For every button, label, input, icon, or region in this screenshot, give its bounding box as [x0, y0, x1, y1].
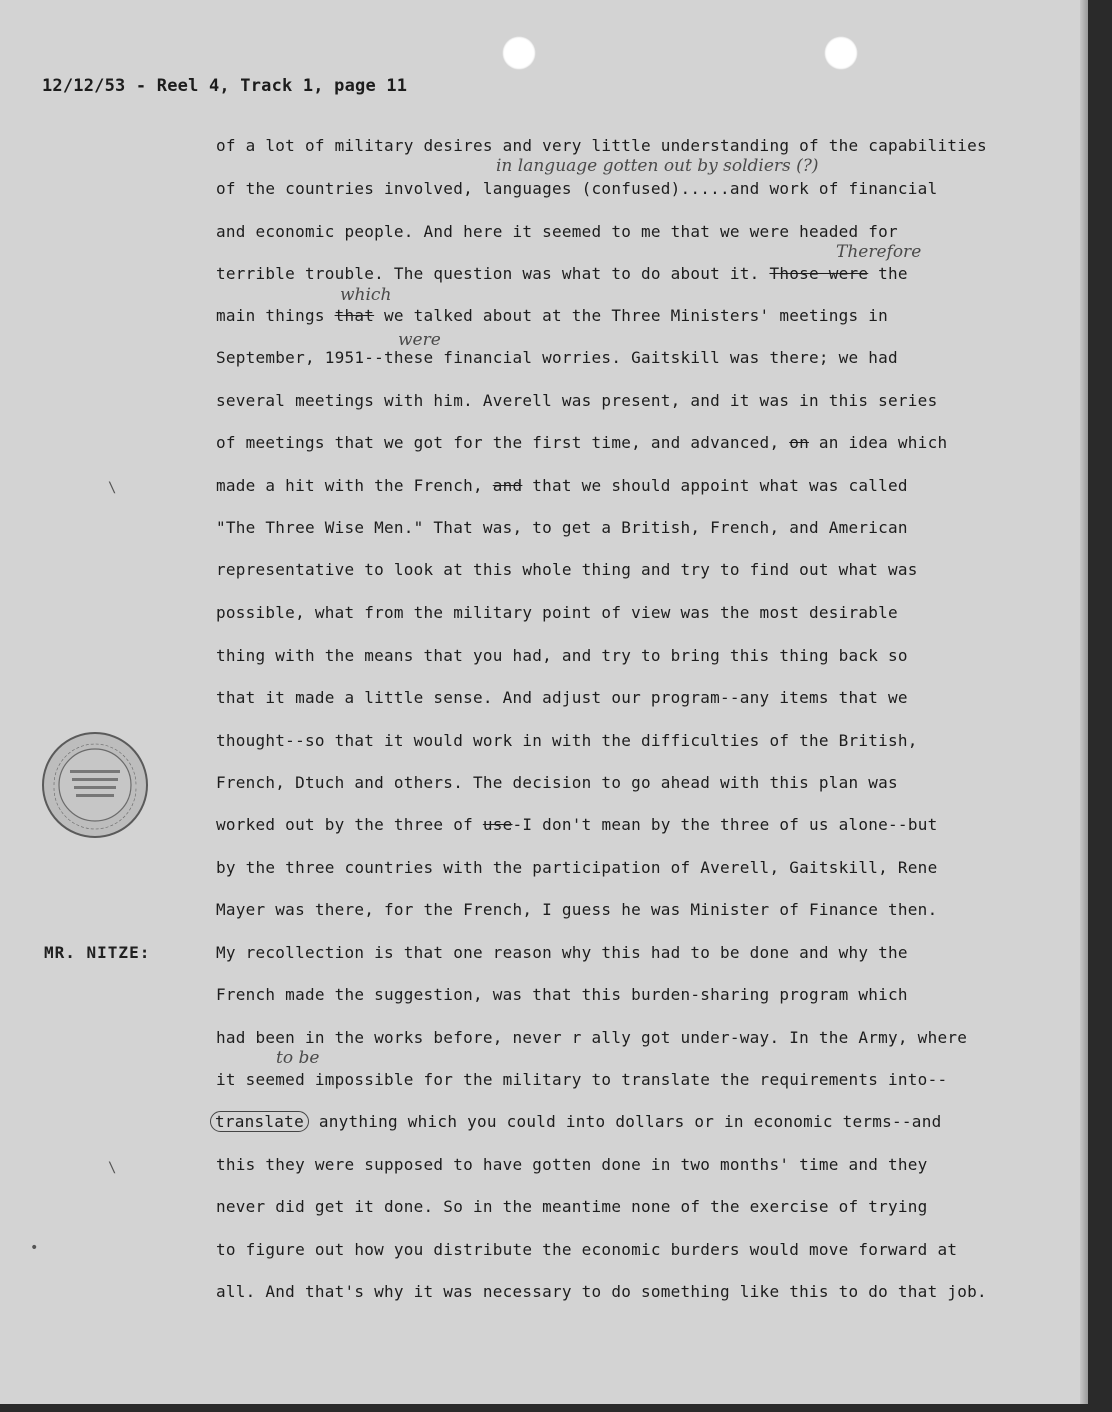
pencil-mark: \: [108, 480, 117, 496]
body-line: several meetings with him. Averell was present, and it was in this series: [216, 391, 938, 410]
body-line: thing with the means that you had, and try to bring this thing back so: [216, 646, 908, 665]
body-line: of the countries involved, languages (confused).....and work of financial: [216, 179, 938, 198]
body-line: My recollection is that one reason why this had to be done and why the: [216, 943, 908, 962]
body-line: had been in the works before, never r ally got under-way. In the Army, where: [216, 1028, 968, 1047]
page-header: 12/12/53 - Reel 4, Track 1, page 11: [42, 76, 408, 96]
struck-text: Those were: [769, 264, 869, 283]
punch-hole-left: [502, 36, 536, 70]
pencil-mark: •: [30, 1240, 39, 1256]
handwritten-note-were: were: [398, 330, 441, 350]
handwritten-note-therefore: Therefore: [836, 242, 922, 262]
handwritten-note-language: in language gotten out by soldiers (?): [496, 156, 819, 176]
body-line: September, 1951--these financial worries. Gaitskill was there; we had: [216, 348, 898, 367]
body-line: of meetings that we got for the first time, and advanced, on an idea which: [216, 433, 948, 452]
body-line: thought--so that it would work in with the difficulties of the British,: [216, 731, 918, 750]
body-line: that it made a little sense. And adjust our program--any items that we: [216, 688, 908, 707]
struck-text: use: [482, 815, 513, 834]
struck-text: and: [492, 476, 523, 495]
handwritten-note-to-be: to be: [276, 1048, 320, 1068]
body-line: French made the suggestion, was that this burden-sharing program which: [216, 985, 908, 1004]
body-line: never did get it done. So in the meantime none of the exercise of trying: [216, 1197, 928, 1216]
body-line: translate anything which you could into dollars or in economic terms--and: [216, 1112, 941, 1131]
body-line: representative to look at this whole thing and try to find out what was: [216, 560, 918, 579]
body-line: main things that we talked about at the Three Ministers' meetings in: [216, 306, 889, 325]
body-line: Mayer was there, for the French, I guess he was Minister of Finance then.: [216, 900, 938, 919]
body-line: and economic people. And here it seemed to me that we were headed for: [216, 222, 898, 241]
handwritten-note-which: which: [340, 285, 392, 305]
body-line: it seemed impossible for the military to translate the requirements into--: [216, 1070, 948, 1089]
speaker-label: MR. NITZE:: [44, 943, 151, 962]
pencil-mark: \: [108, 1160, 117, 1176]
struck-text: that: [334, 306, 375, 325]
body-line: possible, what from the military point of view was the most desirable: [216, 603, 898, 622]
body-line: French, Dtuch and others. The decision to go ahead with this plan was: [216, 773, 898, 792]
archive-stamp: [40, 730, 150, 840]
body-line: of a lot of military desires and very little understanding of the capabilities: [216, 136, 987, 155]
struck-text: on: [789, 433, 809, 452]
body-line: by the three countries with the participation of Averell, Gaitskill, Rene: [216, 858, 938, 877]
body-line: "The Three Wise Men." That was, to get a British, French, and American: [216, 518, 908, 537]
body-line: all. And that's why it was necessary to do something like this to do that job.: [216, 1282, 987, 1301]
body-line: worked out by the three of use-I don't mean by the three of us alone--but: [216, 815, 938, 834]
page-edge-shadow: [1080, 0, 1088, 1404]
circled-word: translate: [210, 1111, 309, 1132]
body-line: terrible trouble. The question was what to do about it. Those were the: [216, 264, 908, 283]
punch-hole-right: [824, 36, 858, 70]
body-line: to figure out how you distribute the economic burders would move forward at: [216, 1240, 958, 1259]
body-line: made a hit with the French, and that we should appoint what was called: [216, 476, 908, 495]
body-line: this they were supposed to have gotten done in two months' time and they: [216, 1155, 928, 1174]
